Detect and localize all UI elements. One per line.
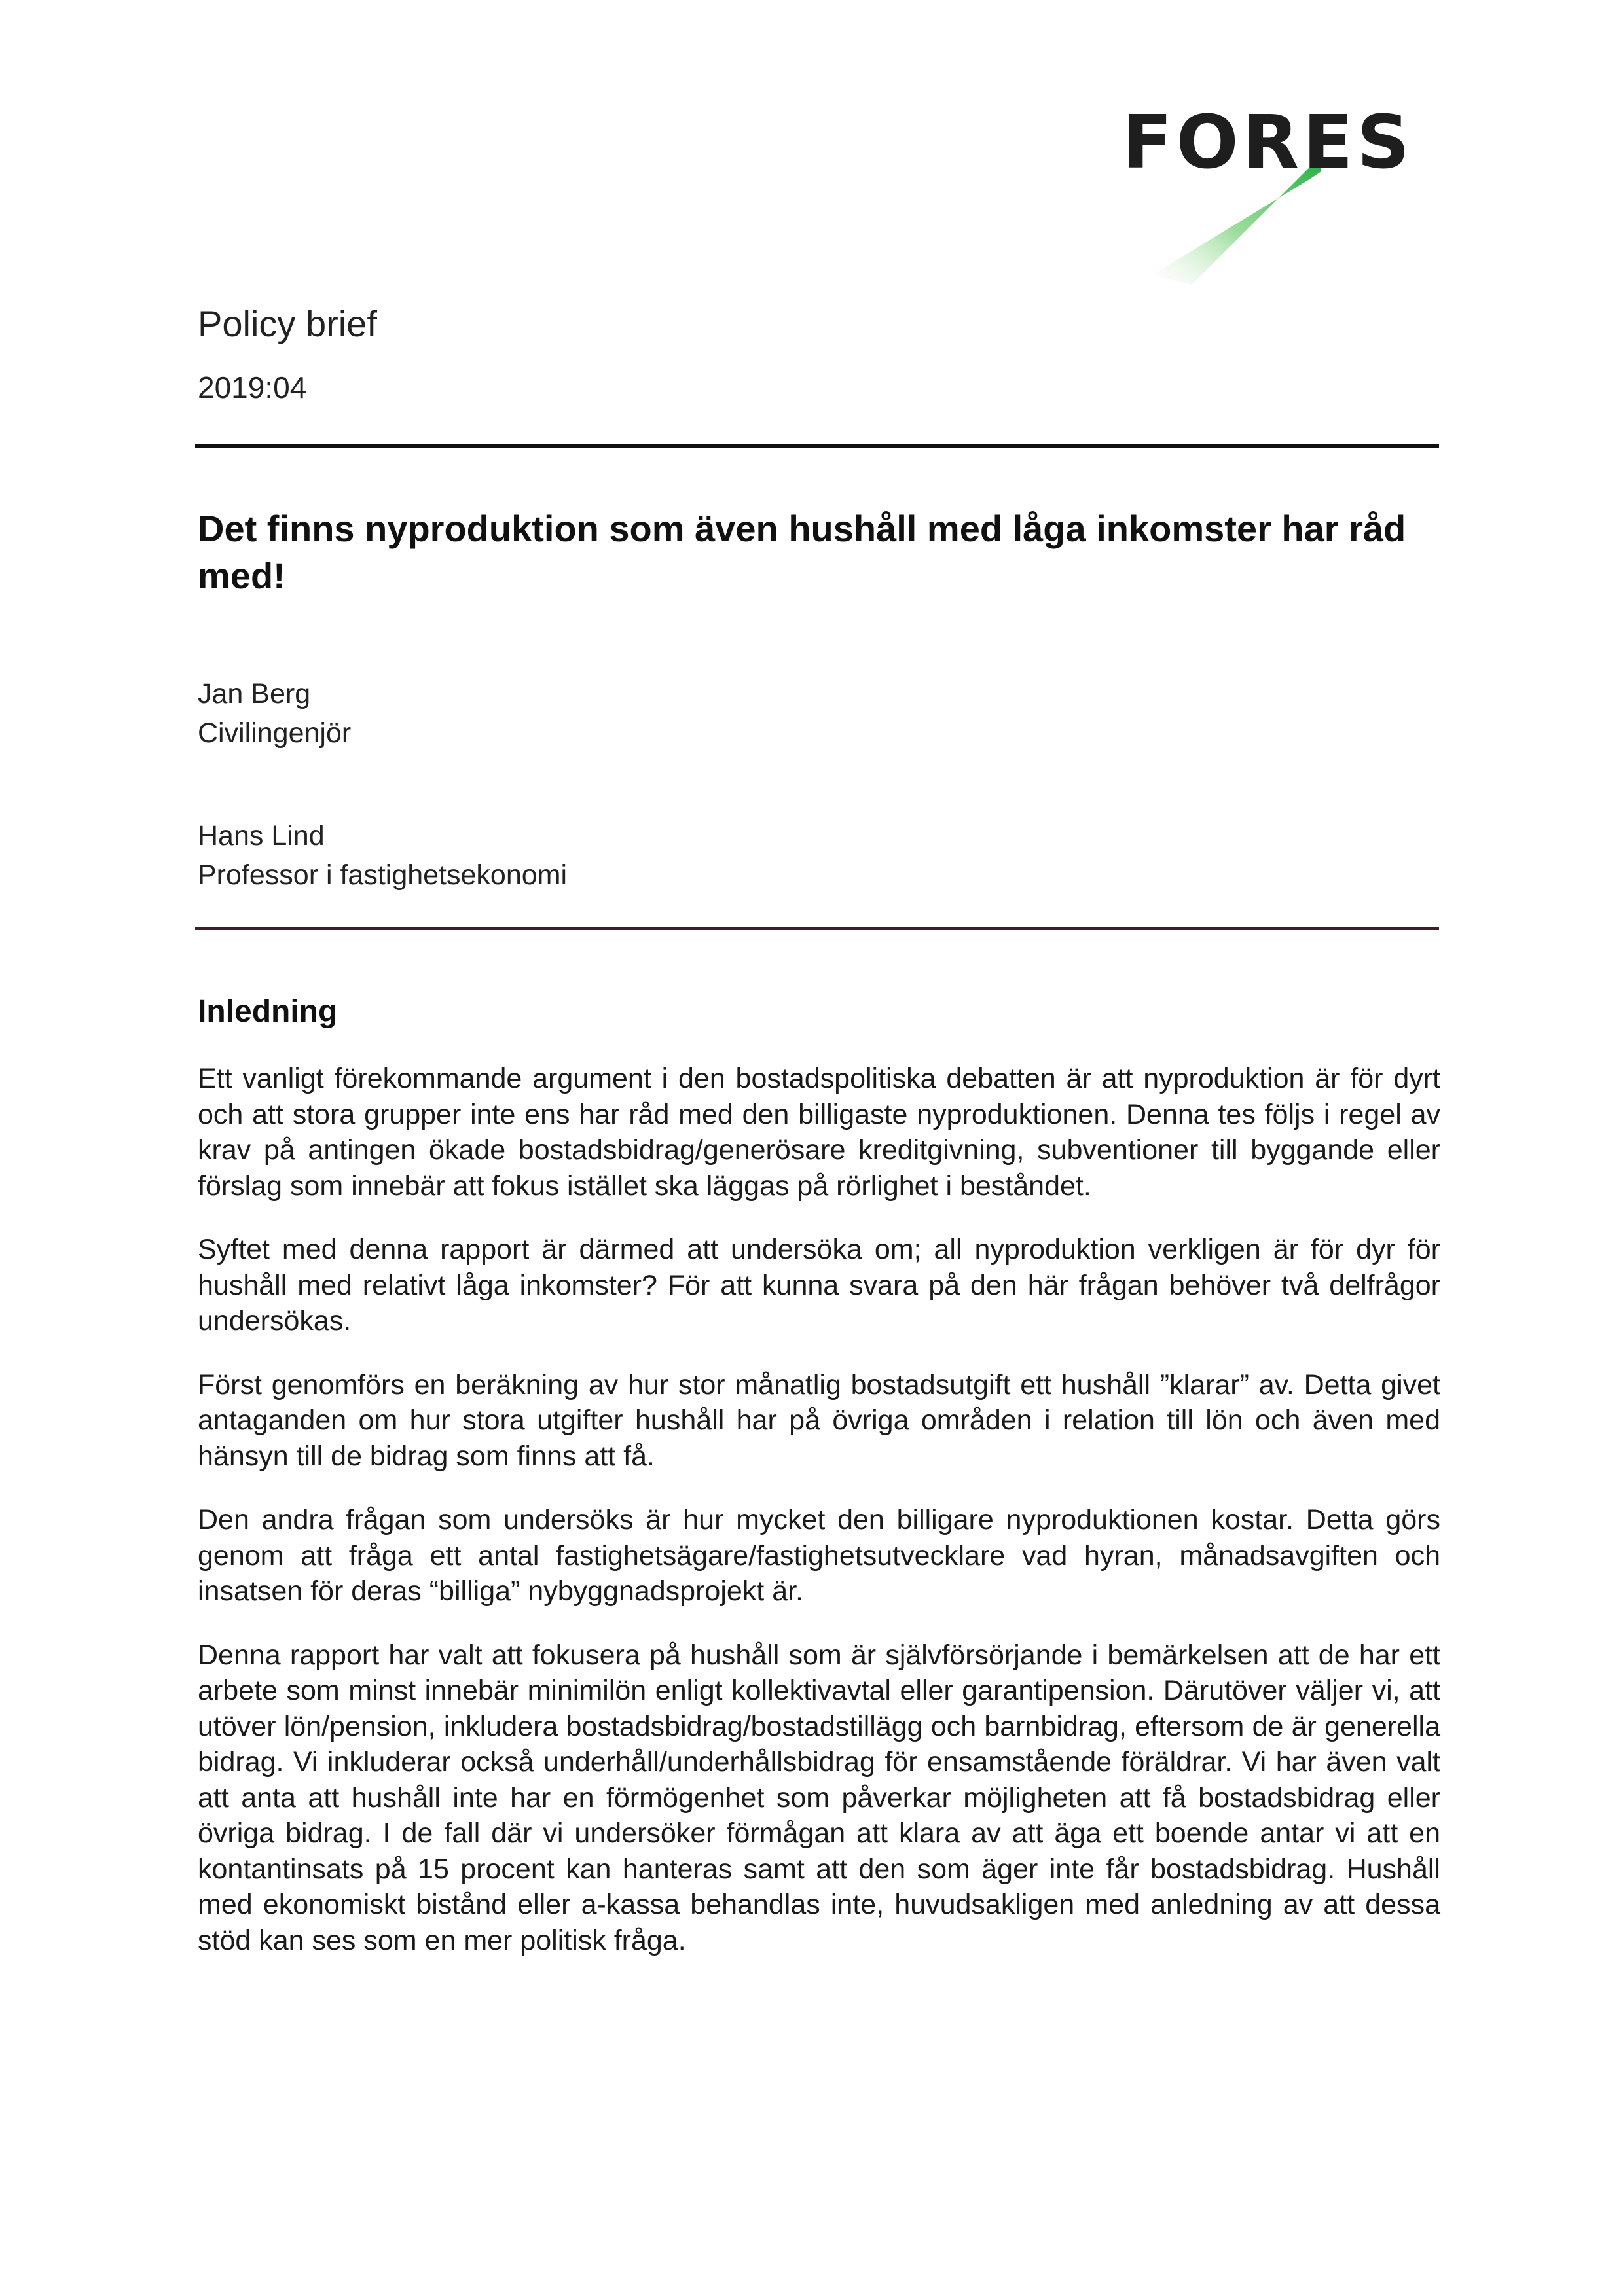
bottom-divider <box>195 927 1439 930</box>
paragraph: Den andra frågan som undersöks är hur mycket den billigare nyproduktionen kostar. Detta görs genom att fråga ett antal fastighetsägare/fastighetsutvecklare vad hyran, månadsavgiften och insatsen för deras “billiga” nybyggnadsprojekt är. <box>198 1504 1440 1607</box>
brief-number: 2019:04 <box>198 370 307 404</box>
section-heading: Inledning <box>198 994 338 1029</box>
brief-type: Policy brief <box>198 303 377 344</box>
author-role: Civilingenjör <box>198 717 352 749</box>
fores-logo <box>1113 98 1427 295</box>
document-title: Det finns nyproduktion som även hushåll med låga inkomster har råd med! <box>198 508 1406 596</box>
author-name: Hans Lind <box>198 820 325 852</box>
paragraph: Syftet med denna rapport är därmed att undersöka om; all nyproduktion verkligen är för dyr för hushåll med relativt låga inkomster? För att kunna svara på den här frågan behöver två delfrågor undersökas. <box>198 1234 1440 1336</box>
author-role: Professor i fastighetsekonomi <box>198 859 568 891</box>
paragraph: Denna rapport har valt att fokusera på hushåll som är självförsörjande i bemärkelsen att de har ett arbete som minst innebär minimilön enligt kollektivavtal eller garantipension. Därutöver väljer vi, att utöver lön/pension, inkludera bostadsbidrag/bostadstillägg och barnbidrag, eftersom de är generella bidrag. Vi inkluderar också underhåll/underhållsbidrag för ensamstående föräldrar. Vi har även valt att anta att hushåll inte har en förmögenhet som påverkar möjligheten att få bostadsbidrag eller övriga bidrag. I de fall där vi undersöker förmågan att klara av att äga ett boende antar vi att en kontantinsats på 15 procent kan hanteras samt att den som äger inte får bostadsbidrag. Hushåll med ekonomiskt bistånd eller a-kassa behandlas inte, huvudsakligen med anledning av att dessa stöd kan ses som en mer politisk fråga. <box>198 1639 1440 1956</box>
author-block <box>198 674 351 753</box>
paragraph: Först genomförs en beräkning av hur stor månatlig bostadsutgift ett hushåll ”klarar” av. Detta givet antaganden om hur stora utgifter hushåll har på övriga områden i relation till lön och även med hänsyn till de bidrag som finns att få. <box>198 1369 1440 1472</box>
logo-wordmark: FORES <box>1122 100 1414 185</box>
paragraph: Ett vanligt förekommande argument i den bostadspolitiska debatten är att nyproduktion är för dyrt och att stora grupper inte ens har råd med den billigaste nyproduktionen. Denna tes följs i regel av krav på antingen ökade bostadsbidrag/generösare kreditgivning, subventioner till byggande eller förslag som innebär att fokus istället ska läggas på rörlighet i beståndet. <box>198 1063 1440 1202</box>
top-divider <box>195 444 1439 448</box>
body-text <box>198 1061 1440 1986</box>
author-block <box>198 816 567 895</box>
author-name: Jan Berg <box>198 678 311 709</box>
